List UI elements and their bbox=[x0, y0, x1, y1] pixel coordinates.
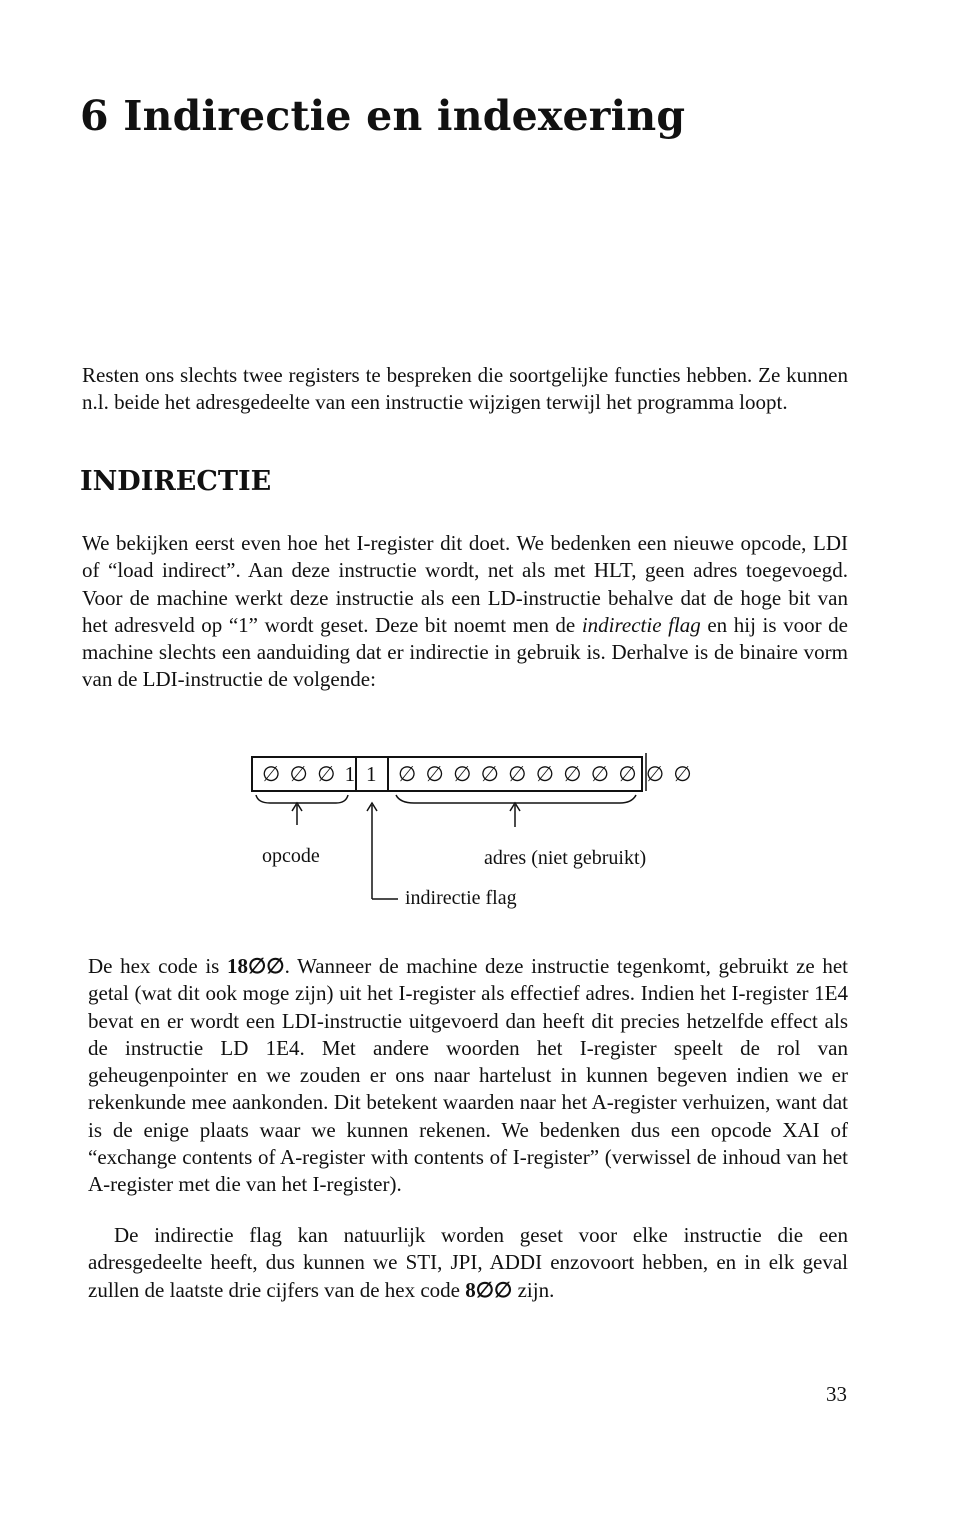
ldi-instruction-diagram bbox=[0, 745, 970, 925]
indirectie-flag-term: indirectie flag bbox=[581, 612, 701, 637]
address-bits: ∅ ∅ ∅ ∅ ∅ ∅ ∅ ∅ ∅ ∅ ∅ bbox=[398, 762, 694, 786]
section-heading: INDIRECTIE bbox=[80, 466, 272, 497]
address-label: adres (niet gebruikt) bbox=[484, 847, 647, 869]
opcode-label: opcode bbox=[262, 845, 320, 867]
paragraph-flag-usage-part2: zijn. bbox=[512, 1277, 555, 1302]
paragraph-ldi-part2: en hij is voor de machine slechts een aanduiding dat er indirectie in gebruik is. Derhalve is de binaire vorm van de LDI-instructie de volgende: bbox=[82, 612, 849, 692]
page-number: 33 bbox=[826, 1382, 847, 1406]
hex-code-1800: 18∅∅ bbox=[227, 954, 285, 978]
opcode-bits: ∅ ∅ ∅ 1 bbox=[262, 762, 358, 786]
paragraph-flag-usage-part1: De indirectie flag kan natuurlijk worden geset voor elke instructie die een adresgedeelte heeft, dus kunnen we STI, JPI, ADDI enzovoort hebben, en in elk geval zullen de laatste drie cijfers van de hex code bbox=[88, 1223, 848, 1302]
paragraph-hexcode bbox=[88, 953, 848, 1199]
paragraph-flag-usage bbox=[88, 1222, 848, 1304]
flag-bit: 1 bbox=[366, 762, 379, 786]
hex-code-800: 8∅∅ bbox=[465, 1277, 513, 1302]
paragraph-hexcode-part2: . Wanneer de machine deze instructie tegenkomt, gebruikt ze het getal (wat dit ook moge zijn) uit het I-register als effectief adres. Indien het I-register 1E4 bevat en er wordt een LDI-instructie uitgevoerd dan heeft dit precies hetzelfde effect als de instructie LD 1E4. Met andere woorden het I-register speelt de rol van geheugenpointer en we zouden er ons naar hartelust in kunnen begeven indien we er rekenkunde mee aankonden. Dit betekent waarden naar het A-register verhuizen, want dat is de enige plaats waar we kunnen rekenen. We bedenken dus een opcode XAI of “exchange contents of A-register with contents of I-register” (verwissel de inhoud van het A-register met die van het I-register). bbox=[88, 954, 848, 1197]
address-brace bbox=[396, 795, 636, 803]
opcode-brace bbox=[256, 795, 348, 803]
indirectie-flag-label: indirectie flag bbox=[405, 887, 517, 909]
paragraph-hexcode-part1: De hex code is bbox=[88, 954, 227, 978]
paragraph-ldi bbox=[82, 530, 848, 694]
intro-paragraph: Resten ons slechts twee registers te bespreken die soortgelijke functies hebben. Ze kunnen n.l. beide het adresgedeelte van een instructie wijzigen terwijl het programma loopt. bbox=[82, 363, 848, 415]
paragraph-ldi-part1: We bekijken eerst even hoe het I-register dit doet. We bedenken een nieuwe opcode, LDI of “load indirect”. Aan deze instructie wordt, net als met HLT, geen adres toegevoegd. Voor de machine werkt deze instructie als een LD-instructie behalve dat de hoge bit van het adresveld op “1” wordt geset. Deze bit noemt men de bbox=[82, 531, 848, 637]
chapter-title: 6 Indirectie en indexering bbox=[80, 92, 686, 140]
